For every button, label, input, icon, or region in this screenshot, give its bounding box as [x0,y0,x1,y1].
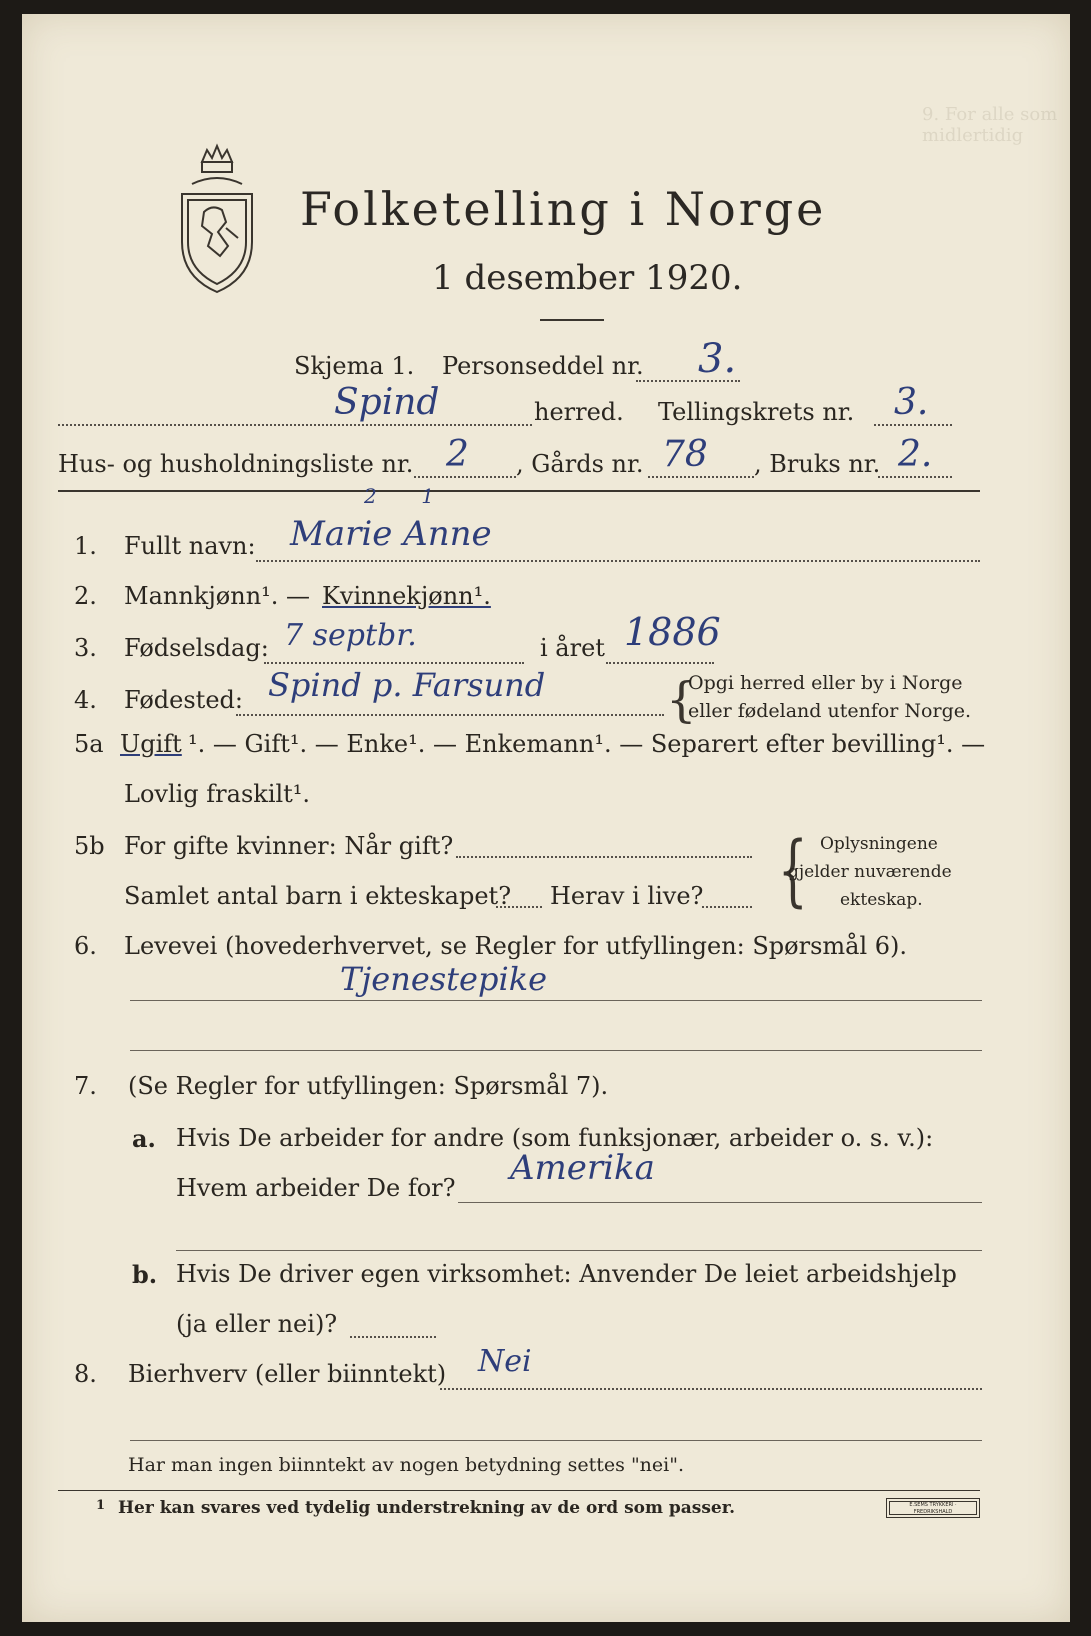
census-form-sheet [22,14,1070,1622]
q7b-letter: b. [132,1260,158,1289]
bruks-field[interactable] [878,476,952,478]
herred-value: Spind [334,382,440,423]
marital-other-options[interactable]: ¹. — Gift¹. — Enke¹. — Enkemann¹. — Separert efter bevilling¹. — [188,730,986,758]
employer-field[interactable] [458,1202,982,1203]
q7a-line1: Hvis De arbeider for andre (som funksjonær, arbeider o. s. v.): [176,1124,934,1152]
children-count-field[interactable] [496,906,542,908]
side-income-field[interactable] [440,1388,982,1390]
q6-label: Levevei (hovederhvervet, se Regler for utfyllingen: Spørsmål 6). [124,932,908,960]
side-income-value: Nei [478,1344,532,1379]
bruks-label: , Bruks nr. [754,450,881,478]
q5a-number: 5a [74,730,104,758]
gards-value: 78 [662,434,708,475]
employer-value: Amerika [510,1148,655,1188]
birthplace-value: Spind p. Farsund [268,666,546,704]
q5b-note-brace: { [777,826,808,916]
herred-field[interactable] [58,424,532,426]
q7-number: 7. [74,1072,97,1100]
q8-label: Bierhverv (eller biinntekt) [128,1360,447,1388]
q4-note-line1: Opgi herred eller by i Norge [688,672,963,694]
birthplace-field[interactable] [236,714,664,716]
q5b-number: 5b [74,832,105,860]
q4-note-brace: { [666,672,697,728]
footnote-mark: 1 [96,1498,106,1513]
q7b-line1: Hvis De driver egen virksomhet: Anvender De leiet arbeidshjelp [176,1260,957,1288]
q3-number: 3. [74,634,97,662]
header-rule [58,490,980,492]
q7a-employer-label: Hvem arbeider De for? [176,1174,456,1202]
occupation-field[interactable] [130,1000,982,1001]
sex-female-option[interactable]: Kvinnekjønn¹. [322,582,491,610]
tellingskrets-value: 3. [894,382,929,423]
q5b-when-married-label: For gifte kvinner: Når gift? [124,832,454,860]
gards-field[interactable] [648,476,754,478]
birth-year-label: i året [540,634,605,662]
name-order-marks: 2 1 [364,484,434,508]
tellingskrets-field[interactable] [874,424,952,426]
sex-male-option[interactable]: Mannkjønn¹. — [124,582,311,610]
birthdate-value: 7 septbr. [284,618,417,653]
q4-number: 4. [74,686,97,714]
printer-stamp-text: E.SEMS TRYKKERI · FREDRIKSHALD [889,1501,977,1515]
tellingskrets-label: Tellingskrets nr. [658,398,855,426]
printer-stamp [886,1498,980,1518]
q7a-letter: a. [132,1124,156,1153]
q5b-note-line2: gjelder nuværende [788,862,952,882]
q7-label: (Se Regler for utfyllingen: Spørsmål 7). [128,1072,609,1100]
husliste-label: Hus- og husholdningsliste nr. [58,450,414,478]
form-date: 1 desember 1920. [432,258,743,298]
full-name-value: Marie Anne [290,514,492,554]
q2-number: 2. [74,582,97,610]
q5b-alive-label: Herav i live? [550,882,704,910]
birth-year-value: 1886 [624,610,721,654]
side-income-field-line2[interactable] [130,1440,982,1441]
form-title: Folketelling i Norge [300,182,827,236]
q5b-note-line1: Oplysningene [820,834,938,854]
birthdate-field[interactable] [264,662,524,664]
footnote-text: Her kan svares ved tydelig understrekning av de ord som passer. [118,1498,736,1518]
q1-number: 1. [74,532,97,560]
full-name-field[interactable] [256,560,980,562]
schema-label: Skjema 1. [294,352,415,380]
children-alive-field[interactable] [702,906,752,908]
personseddel-value: 3. [698,336,737,382]
gards-label: , Gårds nr. [516,450,644,478]
q3-label: Fødselsdag: [124,634,269,662]
bruks-value: 2. [898,434,933,475]
q6-number: 6. [74,932,97,960]
personseddel-label: Personseddel nr. [442,352,644,380]
q4-note-line2: eller fødeland utenfor Norge. [688,700,972,722]
when-married-field[interactable] [456,856,752,858]
q5b-note-line3: ekteskap. [840,890,923,910]
q8-number: 8. [74,1360,97,1388]
q1-label: Fullt navn: [124,532,256,560]
herred-label: herred. [534,398,624,426]
husliste-field[interactable] [414,476,516,478]
marital-unmarried-option[interactable]: Ugift [120,730,182,758]
coat-of-arms-icon [172,142,262,294]
occupation-field-line2[interactable] [130,1050,982,1051]
employer-field-line2[interactable] [176,1250,982,1251]
q4-label: Fødested: [124,686,243,714]
marital-divorced-option[interactable]: Lovlig fraskilt¹. [124,780,311,808]
bottom-note: Har man ingen biinntekt av nogen betydning settes "nei". [128,1454,685,1476]
q5b-children-label: Samlet antal barn i ekteskapet? [124,882,512,910]
title-divider [540,319,604,321]
hired-help-field[interactable] [350,1336,436,1338]
occupation-value: Tjenestepike [340,960,548,998]
q7b-hired-help-label: (ja eller nei)? [176,1310,338,1338]
birth-year-field[interactable] [606,662,714,664]
husliste-value: 2 [446,434,469,475]
footnote-rule [58,1490,980,1491]
bleed-through-text: 9. For alle som midlertidig [922,104,1058,146]
